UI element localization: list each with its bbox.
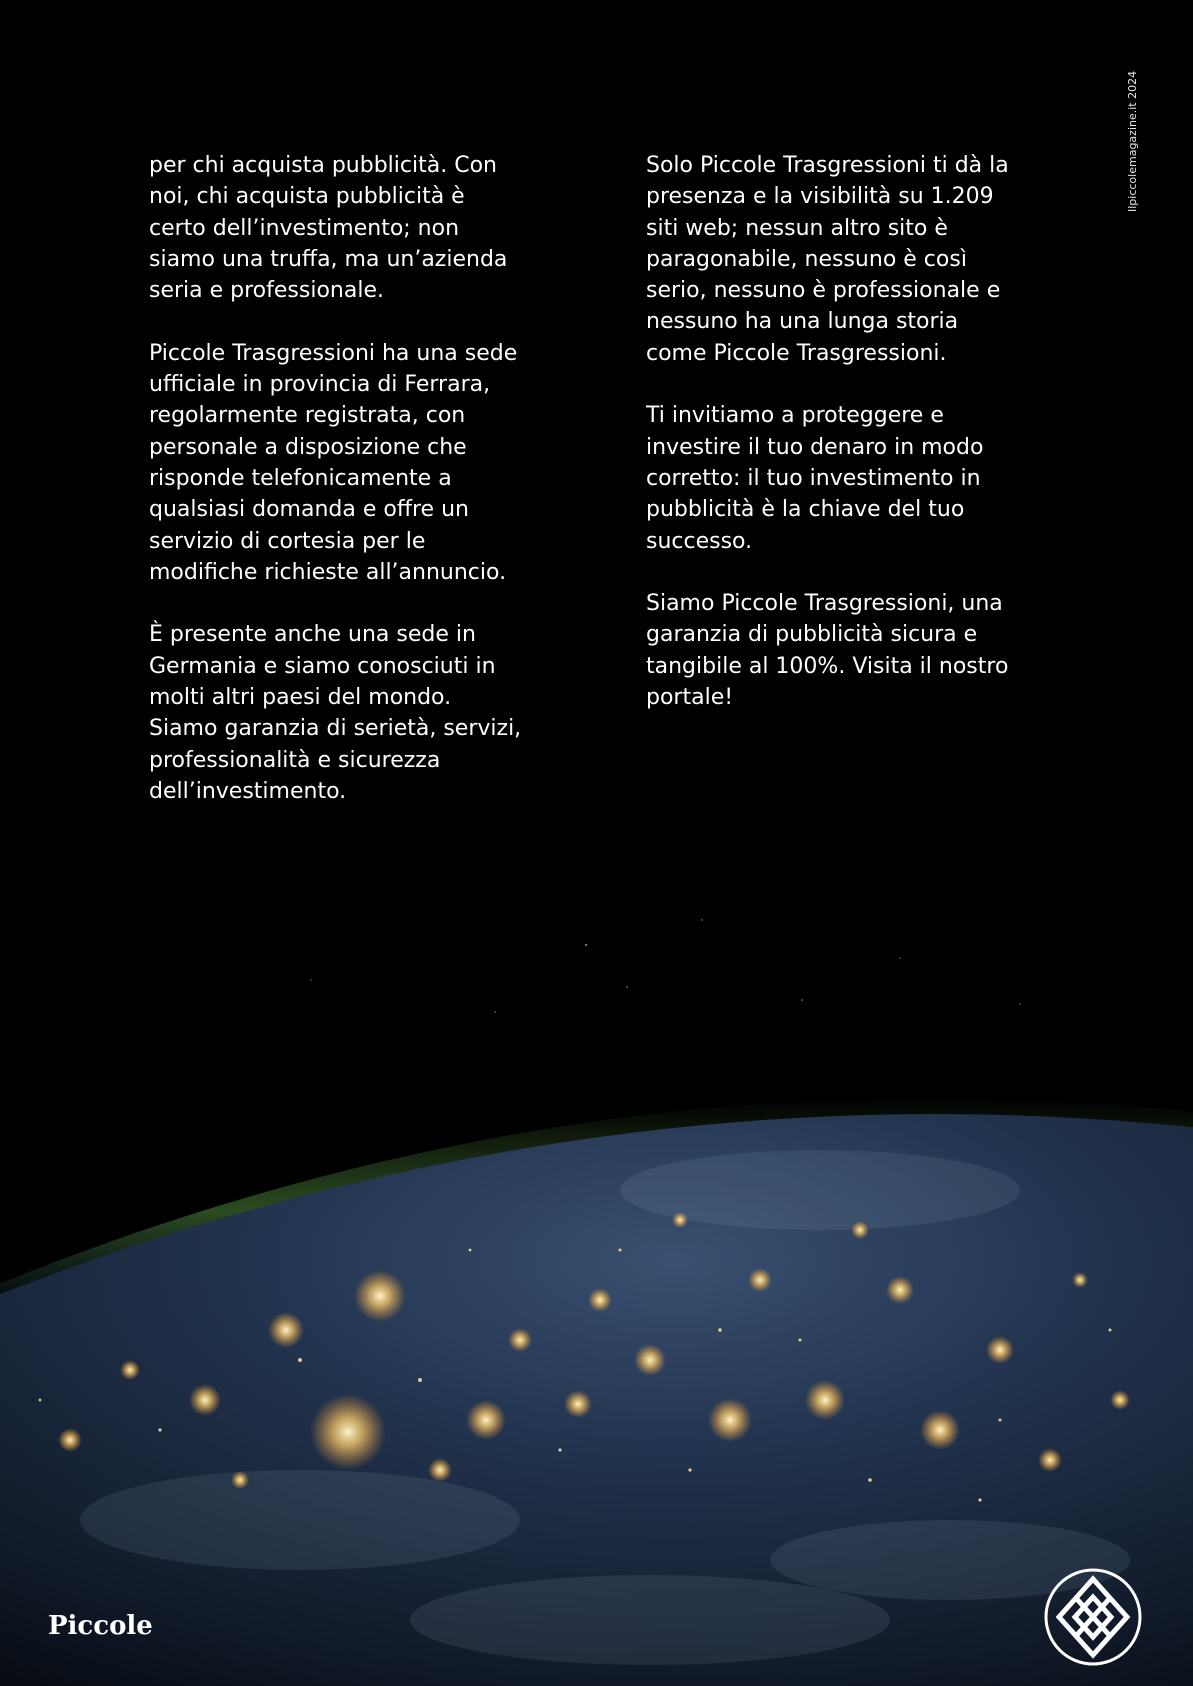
left-text-column — [149, 150, 554, 839]
left-paragraph-3: È presente anche una sede in Germania e siamo conosciuti in molti altri paesi del mondo. Siamo garanzia di serietà, servizi, professionalità e sicurezza dell’investimento. — [149, 622, 522, 804]
brand-wordmark: Piccole — [48, 1611, 153, 1641]
right-text-column — [646, 150, 1051, 745]
left-paragraph-2: Piccole Trasgressioni ha una sede ufficiale in provincia di Ferrara, regolarmente registrata, con personale a disposizione che risponde telefonicamente a qualsiasi domanda e offre un servizio di cortesia per le modifiche richieste all’annuncio. — [149, 340, 518, 585]
magazine-url: Ilpiccolemagazine.it 2024 — [1126, 70, 1139, 212]
geometric-diamond-emblem-icon — [1043, 1567, 1143, 1667]
right-paragraph-3: Siamo Piccole Trasgressioni, una garanzia di pubblicità sicura e tangibile al 100%. Visita il nostro portale! — [646, 591, 1009, 711]
right-paragraph-1: Solo Piccole Trasgressioni ti dà la presenza e la visibilità su 1.209 siti web; nessun altro sito è paragonabile, nessuno è così serio, nessuno è professionale e nessuno ha una lunga storia come Piccole Trasgressioni. — [646, 153, 1009, 366]
left-paragraph-1: per chi acquista pubblicità. Con noi, chi acquista pubblicità è certo dell’investimento; non siamo una truffa, ma un’azienda seria e professionale. — [149, 153, 508, 304]
right-paragraph-2: Ti invitiamo a proteggere e investire il tuo denaro in modo corretto: il tuo investimento in pubblicità è la chiave del tuo successo. — [646, 403, 984, 554]
